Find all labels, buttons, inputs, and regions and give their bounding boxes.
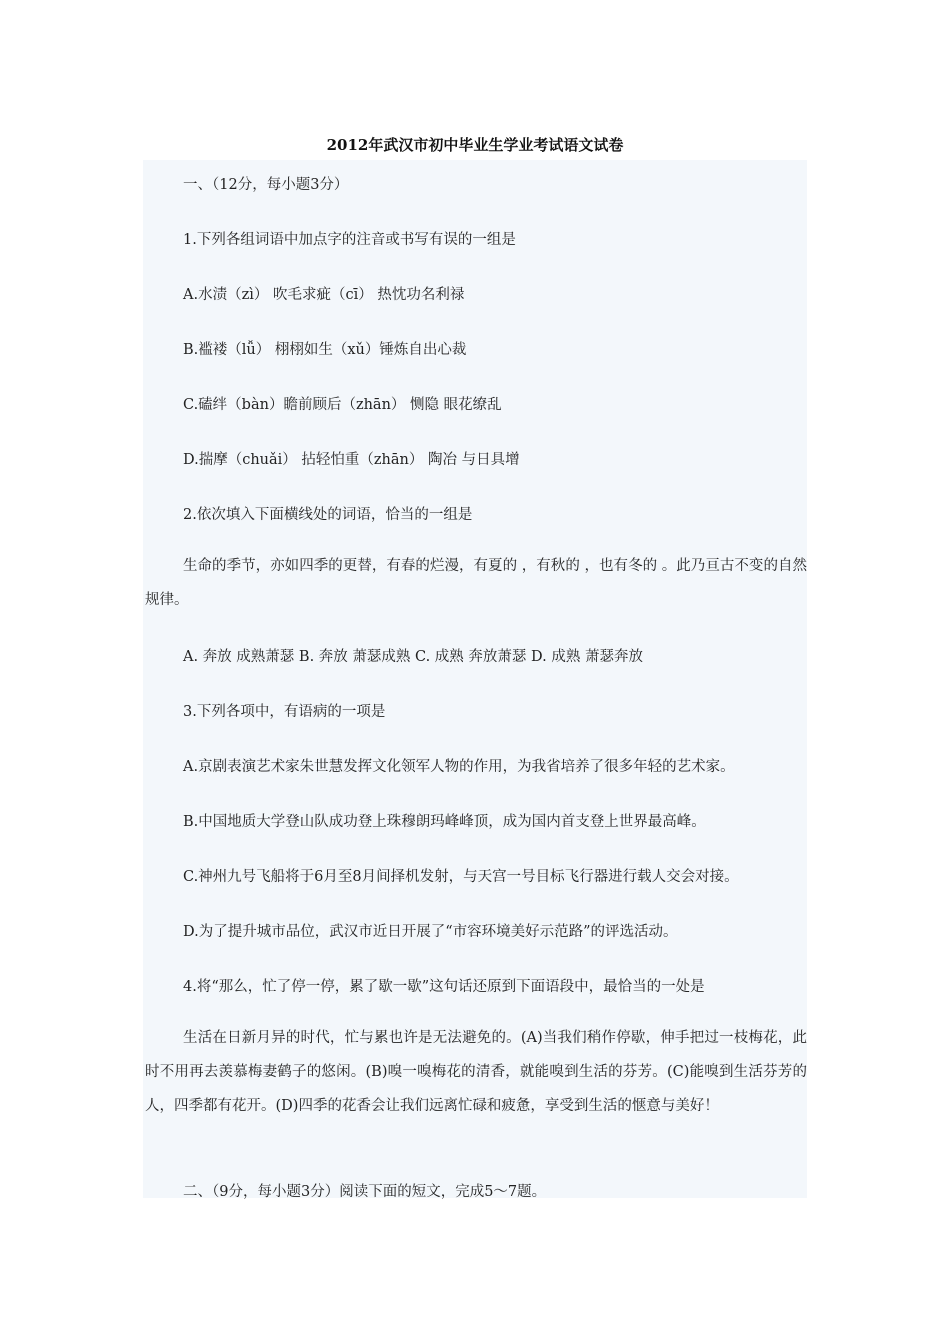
section-1-header: 一、（12分，每小题3分） [183,177,349,193]
question-3-option-b: B.中国地质大学登山队成功登上珠穆朗玛峰峰顶，成为国内首支登上世界最高峰。 [183,814,706,830]
question-2-passage: 生命的季节，亦如四季的更替，有春的烂漫，有夏的 ，有秋的 ，也有冬的 。此乃亘古不变的自然规律。 [145,558,807,608]
question-1-stem: 1.下列各组词语中加点字的注音或书写有误的一组是 [183,232,516,248]
question-2-options: A. 奔放 成熟萧瑟 B. 奔放 萧瑟成熟 C. 成熟 奔放萧瑟 D. 成熟 萧瑟奔放 [183,649,643,665]
question-3-option-c: C.神州九号飞船将于6月至8月间择机发射，与天宫一号目标飞行器进行载人交会对接。 [183,869,739,885]
question-4-passage: 生活在日新月异的时代，忙与累也许是无法避免的。(A)当我们稍作停歇，伸手把过一枝梅花，此时不用再去羡慕梅妻鹤子的悠闲。(B)嗅一嗅梅花的清香，就能嗅到生活的芬芳。(C)能嗅到生活芬芳的人，四季都有花开。(D)四季的花香会让我们远离忙碌和疲惫，享受到生活的惬意与美好！ [145,1030,807,1114]
question-2-stem: 2.依次填入下面横线处的词语，恰当的一组是 [183,507,473,523]
question-1-option-b: B.褴褛（lǚ） 栩栩如生（xǔ）锤炼自出心裁 [183,342,467,358]
question-1-option-a: A.水渍（zì） 吹毛求疵（cī） 热忱功名利禄 [183,287,465,303]
section-2-header: 二、（9分，每小题3分）阅读下面的短文，完成5～7题。 [183,1184,547,1200]
document-title: 2012年武汉市初中毕业生学业考试语文试卷 [326,136,624,154]
question-1-option-c: C.磕绊（bàn）瞻前顾后（zhān） 恻隐 眼花缭乱 [183,397,502,413]
question-3-stem: 3.下列各项中，有语病的一项是 [183,704,386,720]
question-3-option-a: A.京剧表演艺术家朱世慧发挥文化领军人物的作用，为我省培养了很多年轻的艺术家。 [183,759,735,775]
question-1-option-d: D.揣摩（chuǎi） 拈轻怕重（zhān） 陶冶 与日具增 [183,452,520,468]
question-3-option-d: D.为了提升城市品位，武汉市近日开展了“市容环境美好示范路”的评选活动。 [183,924,678,940]
question-4-stem: 4.将“那么，忙了停一停，累了歇一歇”这句话还原到下面语段中，最恰当的一处是 [183,979,705,995]
